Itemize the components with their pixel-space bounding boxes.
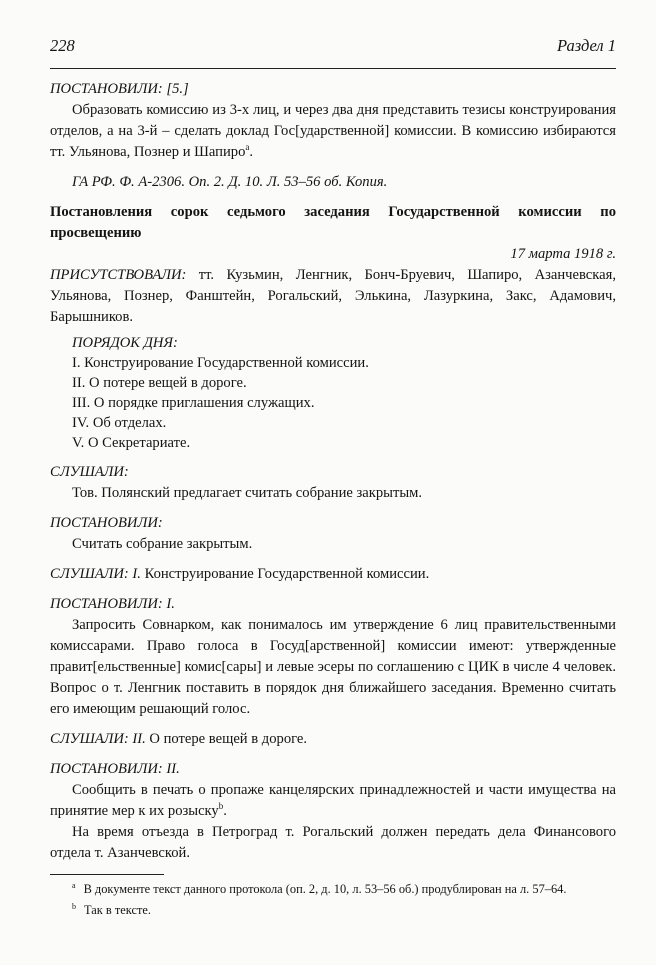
heard-label-2: СЛУШАЛИ: II. (50, 731, 146, 747)
agenda-item: II. О потере вещей в дороге. (72, 375, 247, 391)
footnote-text: В документе текст данного протокола (оп. 2, д. 10, л. 53–56 об.) продублирован на л. 57–64. (83, 882, 567, 896)
decided-label-1: ПОСТАНОВИЛИ: I. (50, 596, 175, 612)
heard-text-2: О потере вещей в дороге. (149, 731, 308, 747)
document-title: Постановления сорок седьмого заседания Государственной комиссии по просвещению (50, 204, 616, 241)
decided-text-1: Запросить Совнарком, как понималось им утверждение 6 лиц правительственными комиссарами. Право голоса в Госуд[арственной] комиссии имеют: утвержденные правит[ельственные] комис[сары] и левые эсеры по соглашению с ЦИК в числе 4 человек. Вопрос о т. Ленгник поставить в порядок дня ближайшего заседания. Временно считать его имеющим решающий голос. (50, 617, 616, 717)
header-divider (50, 68, 616, 69)
agenda-item: I. Конструирование Государственной комиссии. (72, 355, 369, 371)
agenda-item: IV. Об отделах. (72, 415, 167, 431)
agenda-label: ПОРЯДОК ДНЯ: (72, 335, 178, 351)
footnote-mark: b (72, 901, 76, 911)
decided-label-5: ПОСТАНОВИЛИ: [5.] (50, 81, 189, 97)
page-number: 228 (50, 36, 75, 55)
present-label: ПРИСУТСТВОВАЛИ: (50, 267, 187, 283)
decided-label-2: ПОСТАНОВИЛИ: II. (50, 761, 180, 777)
agenda (50, 333, 616, 453)
decided-text-2b: На время отъезда в Петроград т. Рогальский должен передать дела Финансового отдела т. Азанчевской. (50, 824, 616, 861)
page (50, 36, 616, 921)
heard-label-1: СЛУШАЛИ: I. (50, 566, 141, 582)
archive-source: ГА РФ. Ф. А-2306. Оп. 2. Д. 10. Л. 53–56 об. Копия. (72, 174, 388, 190)
footnote-ref-a: а (245, 142, 250, 153)
footnote-ref-b: b (218, 801, 224, 812)
agenda-item: III. О порядке приглашения служащих. (72, 395, 315, 411)
present-list: тт. Кузьмин, Ленгник, Бонч-Бруевич, Шапиро, Азанчевская, Ульянова, Познер, Фанштейн, Рогальский, Элькина, Лазуркина, Закс, Адамович, Барышников. (50, 267, 616, 325)
footnote-mark: a (72, 880, 76, 890)
footnote-b (50, 900, 616, 921)
heard-paragraph-2 (50, 729, 616, 750)
decided-label-0: ПОСТАНОВИЛИ: (50, 515, 163, 531)
agenda-item: V. О Секретариате. (72, 435, 191, 451)
running-header (50, 36, 616, 56)
footnote-a (50, 879, 616, 900)
decided-text-0: Считать собрание закрытым. (72, 536, 253, 552)
decided-text-2a: Сообщить в печать о пропаже канцелярских принадлежностей и части имущества на принятие мер к их розыску$^b$. (50, 782, 616, 819)
footnote-divider (50, 874, 164, 875)
heard-paragraph-1 (50, 564, 616, 585)
heard-label-0: СЛУШАЛИ: (50, 464, 129, 480)
present-paragraph (50, 265, 616, 328)
section-title: Раздел 1 (557, 36, 616, 55)
heard-text-1: Конструирование Государственной комиссии. (144, 566, 430, 582)
decided-text-5: Образовать комиссию из 3-х лиц, и через два дня представить тезисы конструирования отделов, а на 3-й – сделать доклад Гос[ударственной] комиссии. В комиссию избираются тт. Ульянова, Познер и Шапиро$^а$. (50, 102, 616, 160)
footnote-text: Так в тексте. (84, 903, 151, 917)
heard-text-0: Тов. Полянский предлагает считать собрание закрытым. (72, 485, 423, 501)
document-date: 17 марта 1918 г. (510, 246, 616, 262)
